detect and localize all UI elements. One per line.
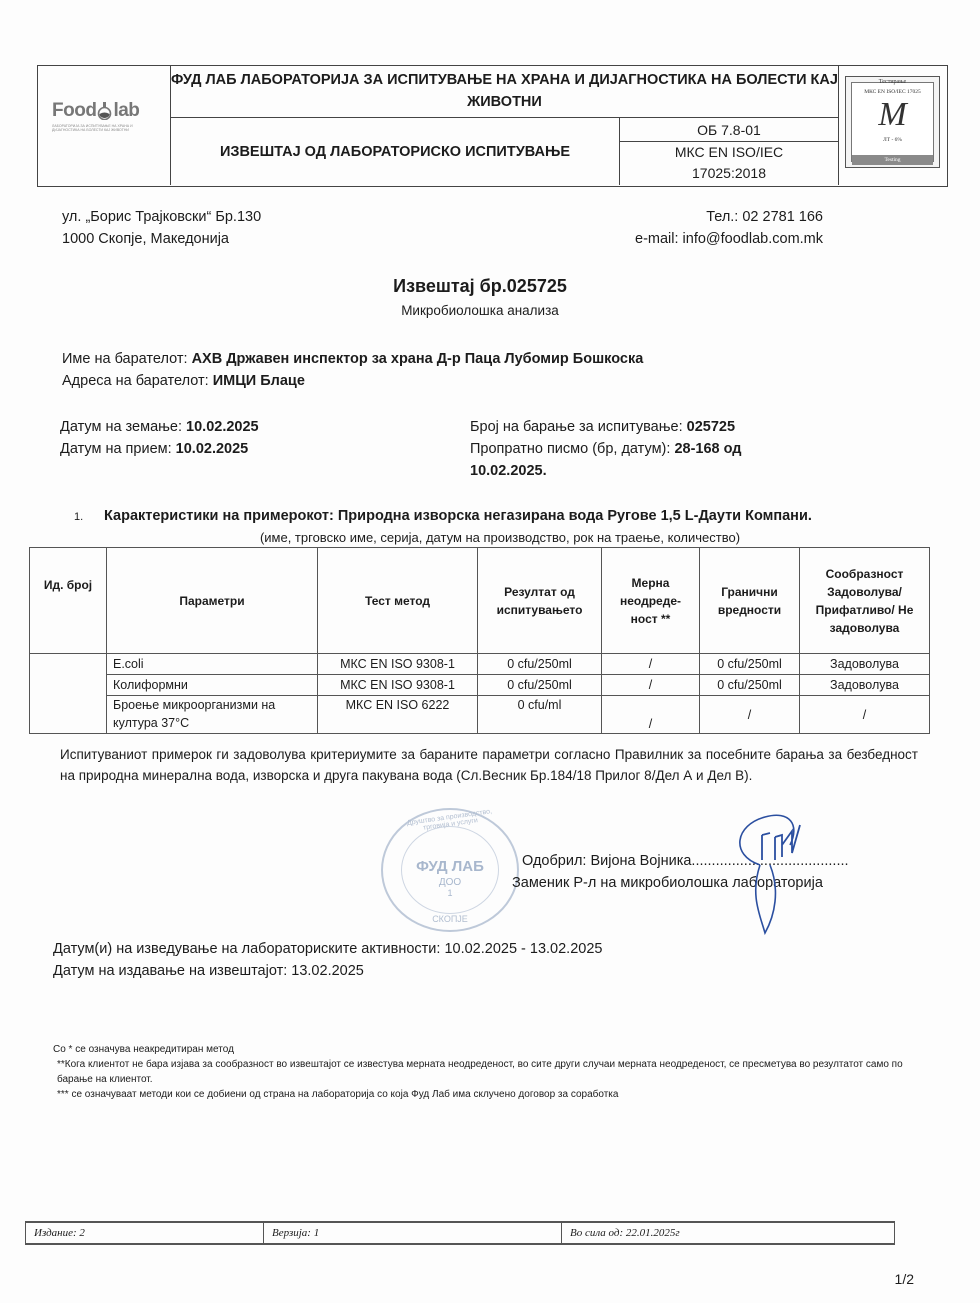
sampling-date-label: Датум на земање: bbox=[60, 419, 187, 435]
performed-dates: Датум(и) на изведување на лабораториските активности: 10.02.2025 - 13.02.2025 bbox=[53, 941, 603, 957]
flask-icon bbox=[97, 102, 112, 120]
header-test-method: Тест метод bbox=[318, 548, 478, 654]
stamp-city: СКОПЈЕ bbox=[432, 914, 468, 924]
footnote-1: Со * се означува неакредитиран метод bbox=[53, 1044, 234, 1055]
street-address: ул. „Борис Трајковски“ Бр.130 bbox=[62, 209, 262, 225]
badge-number: ЛТ - 6% bbox=[882, 137, 902, 143]
sample-number: 1. bbox=[74, 511, 84, 523]
report-number-title: Извештај бр.025725 bbox=[393, 276, 567, 296]
cell-uncertainty: / bbox=[602, 654, 700, 675]
header-id: Ид. број bbox=[30, 548, 107, 654]
page-number: 1/2 bbox=[894, 1271, 914, 1287]
footnotes bbox=[53, 1042, 913, 1102]
footnote-2: **Кога клиентот не бара изјава за сообразност во извештајот се известува мерната неодреденост, во сите други случаи мерната неодреденост, се пресметува во резултатот само по барање на клиентот. bbox=[57, 1059, 903, 1085]
standard-line-2: 17025:2018 bbox=[692, 165, 766, 181]
header-uncertainty: Мерна неодреде- ност ** bbox=[602, 548, 700, 654]
badge-standard-text: МКС EN ISO/IEC 17025 bbox=[864, 89, 921, 95]
document-header bbox=[37, 65, 948, 187]
logo-cell bbox=[38, 66, 171, 185]
cell-parameter: E.coli bbox=[107, 654, 318, 675]
table-row bbox=[30, 654, 930, 675]
email[interactable]: e-mail: info@foodlab.com.mk bbox=[635, 231, 823, 247]
cover-letter-value: 28-168 од 10.02.2025. bbox=[470, 441, 742, 479]
cell-parameter: Колиформни bbox=[107, 675, 318, 696]
cell-method: МКС EN ISO 6222 bbox=[318, 696, 478, 734]
cell-uncertainty: / bbox=[602, 675, 700, 696]
version: Верзија: 1 bbox=[264, 1223, 562, 1243]
table-row bbox=[30, 675, 930, 696]
cover-letter-line bbox=[470, 438, 810, 482]
request-number-line bbox=[470, 416, 810, 438]
badge-monogram: M bbox=[878, 96, 907, 133]
lab-address bbox=[62, 206, 261, 250]
receipt-date-label: Датум на прием: bbox=[60, 441, 176, 457]
cell-limit: 0 cfu/250ml bbox=[700, 654, 800, 675]
requester-name-label: Име на барателот: bbox=[62, 351, 192, 367]
cell-id bbox=[30, 654, 107, 734]
cell-conformity: Задоволува bbox=[800, 654, 930, 675]
sample-note: (име, трговско име, серија, датум на производство, рок на траење, количество) bbox=[259, 530, 741, 545]
results-table bbox=[29, 547, 930, 734]
company-stamp bbox=[381, 808, 519, 932]
city-address: 1000 Скопје, Македонија bbox=[62, 231, 229, 247]
report-type-title: ИЗВЕШТАЈ ОД ЛАБОРАТОРИСКО ИСПИТУВАЊЕ bbox=[171, 118, 620, 185]
cell-limit: 0 cfu/250ml bbox=[700, 675, 800, 696]
stamp-name: ФУД ЛАБ bbox=[416, 858, 484, 875]
standard-code bbox=[620, 142, 838, 185]
cell-method: МКС EN ISO 9308-1 bbox=[318, 654, 478, 675]
receipt-date-line bbox=[60, 438, 259, 460]
lab-contact bbox=[635, 206, 823, 250]
badge-top-text: Тестирање bbox=[878, 79, 907, 85]
requester-address-line bbox=[62, 370, 643, 392]
requester-address-label: Адреса на барателот: bbox=[62, 373, 213, 389]
standard-line-1: МКС EN ISO/IEC bbox=[674, 144, 784, 160]
requester-address-value: ИМЦИ Блаце bbox=[212, 373, 305, 389]
approved-by: Одобрил: Вијона Војника....................................... bbox=[522, 853, 849, 869]
requester-info bbox=[62, 348, 643, 392]
footnote-3: *** се означуваат методи кои се добиени од страна на лабораторија со која Фуд Лаб има склучено договор за соработка bbox=[57, 1089, 619, 1100]
receipt-date-value: 10.02.2025 bbox=[175, 441, 249, 457]
header-parameters: Параметри bbox=[107, 548, 318, 654]
edition: Издание: 2 bbox=[26, 1223, 264, 1243]
accreditation-badge bbox=[845, 76, 940, 168]
logo-text-left: Food bbox=[52, 100, 97, 121]
cell-conformity: / bbox=[800, 696, 930, 734]
form-code: ОБ 7.8-01 bbox=[620, 118, 838, 142]
stamp-number: 1 bbox=[447, 888, 453, 898]
activity-dates bbox=[53, 938, 602, 982]
analysis-type: Микробиолошка анализа bbox=[401, 303, 559, 318]
sampling-date-line bbox=[60, 416, 259, 438]
logo-tagline: ЛАБОРАТОРИЈА ЗА ИСПИТУВАЊЕ НА ХРАНА И ДИЈАГНОСТИКА НА БОЛЕСТИ КАЈ ЖИВОТНИ bbox=[52, 124, 133, 132]
sample-dates bbox=[60, 416, 259, 460]
badge-bottom-text: Testing bbox=[852, 155, 933, 165]
valid-from: Во сила од: 22.01.2025г bbox=[570, 1227, 680, 1239]
stamp-ring-text: Друштво за производство, трговија и услуги bbox=[406, 808, 493, 832]
stamp-type: ДОО bbox=[438, 877, 462, 888]
version-bar bbox=[25, 1221, 895, 1245]
table-row bbox=[30, 696, 930, 734]
table-header-row bbox=[30, 548, 930, 654]
logo-text-right: lab bbox=[113, 100, 140, 121]
cell-parameter: Броење микроорганизми на култура 37°C bbox=[107, 696, 318, 734]
cell-limit: / bbox=[700, 696, 800, 734]
approver-position: Заменик Р-л на микробиолошка лабораторија bbox=[512, 875, 823, 891]
header-limits: Гранични вредности bbox=[700, 548, 800, 654]
cell-result: 0 cfu/ml bbox=[478, 696, 602, 734]
accreditation-cell bbox=[838, 66, 946, 185]
conclusion-text: Испитуваниот примерок ги задоволува критериумите за бараните параметри согласно Правилник за посебните барања за безбедност на природна минерална вода, изворска и друга пакувана вода (Сл.Весник Бр.184/18 Прилог 8/Дел А и Дел В). bbox=[60, 747, 918, 783]
request-info bbox=[470, 416, 810, 482]
cell-method: МКС EN ISO 9308-1 bbox=[318, 675, 478, 696]
sample-characteristics bbox=[74, 508, 812, 524]
cover-letter-label: Пропратно писмо (бр, датум): bbox=[470, 441, 675, 457]
signature-icon bbox=[720, 805, 830, 935]
cell-result: 0 cfu/250ml bbox=[478, 675, 602, 696]
sample-label: Карактеристики на примерокот: Природна изворска негазирана вода Ругове 1,5 L-Даути Компани. bbox=[104, 508, 812, 524]
request-number-value: 025725 bbox=[686, 419, 736, 435]
requester-name-value: АХВ Државен инспектор за храна Д-р Паца Лубомир Бошкоска bbox=[191, 351, 644, 367]
request-number-label: Број на барање за испитување: bbox=[470, 419, 687, 435]
header-conformity: Сообразност Задоволува/ Прифатливо/ Не задоволува bbox=[800, 548, 930, 654]
phone: Тел.: 02 2781 166 bbox=[706, 209, 823, 225]
cell-conformity: Задоволува bbox=[800, 675, 930, 696]
lab-title: ФУД ЛАБ ЛАБОРАТОРИЈА ЗА ИСПИТУВАЊЕ НА ХРАНА И ДИЈАГНОСТИКА НА БОЛЕСТИ КАЈ ЖИВОТНИ bbox=[171, 66, 838, 118]
sampling-date-value: 10.02.2025 bbox=[186, 419, 259, 435]
issue-date: Датум на издавање на извештајот: 13.02.2025 bbox=[53, 963, 364, 979]
cell-uncertainty: / bbox=[602, 696, 700, 734]
cell-result: 0 cfu/250ml bbox=[478, 654, 602, 675]
requester-name-line bbox=[62, 348, 643, 370]
header-result: Резултат од испитувањето bbox=[478, 548, 602, 654]
foodlab-logo bbox=[52, 100, 160, 132]
